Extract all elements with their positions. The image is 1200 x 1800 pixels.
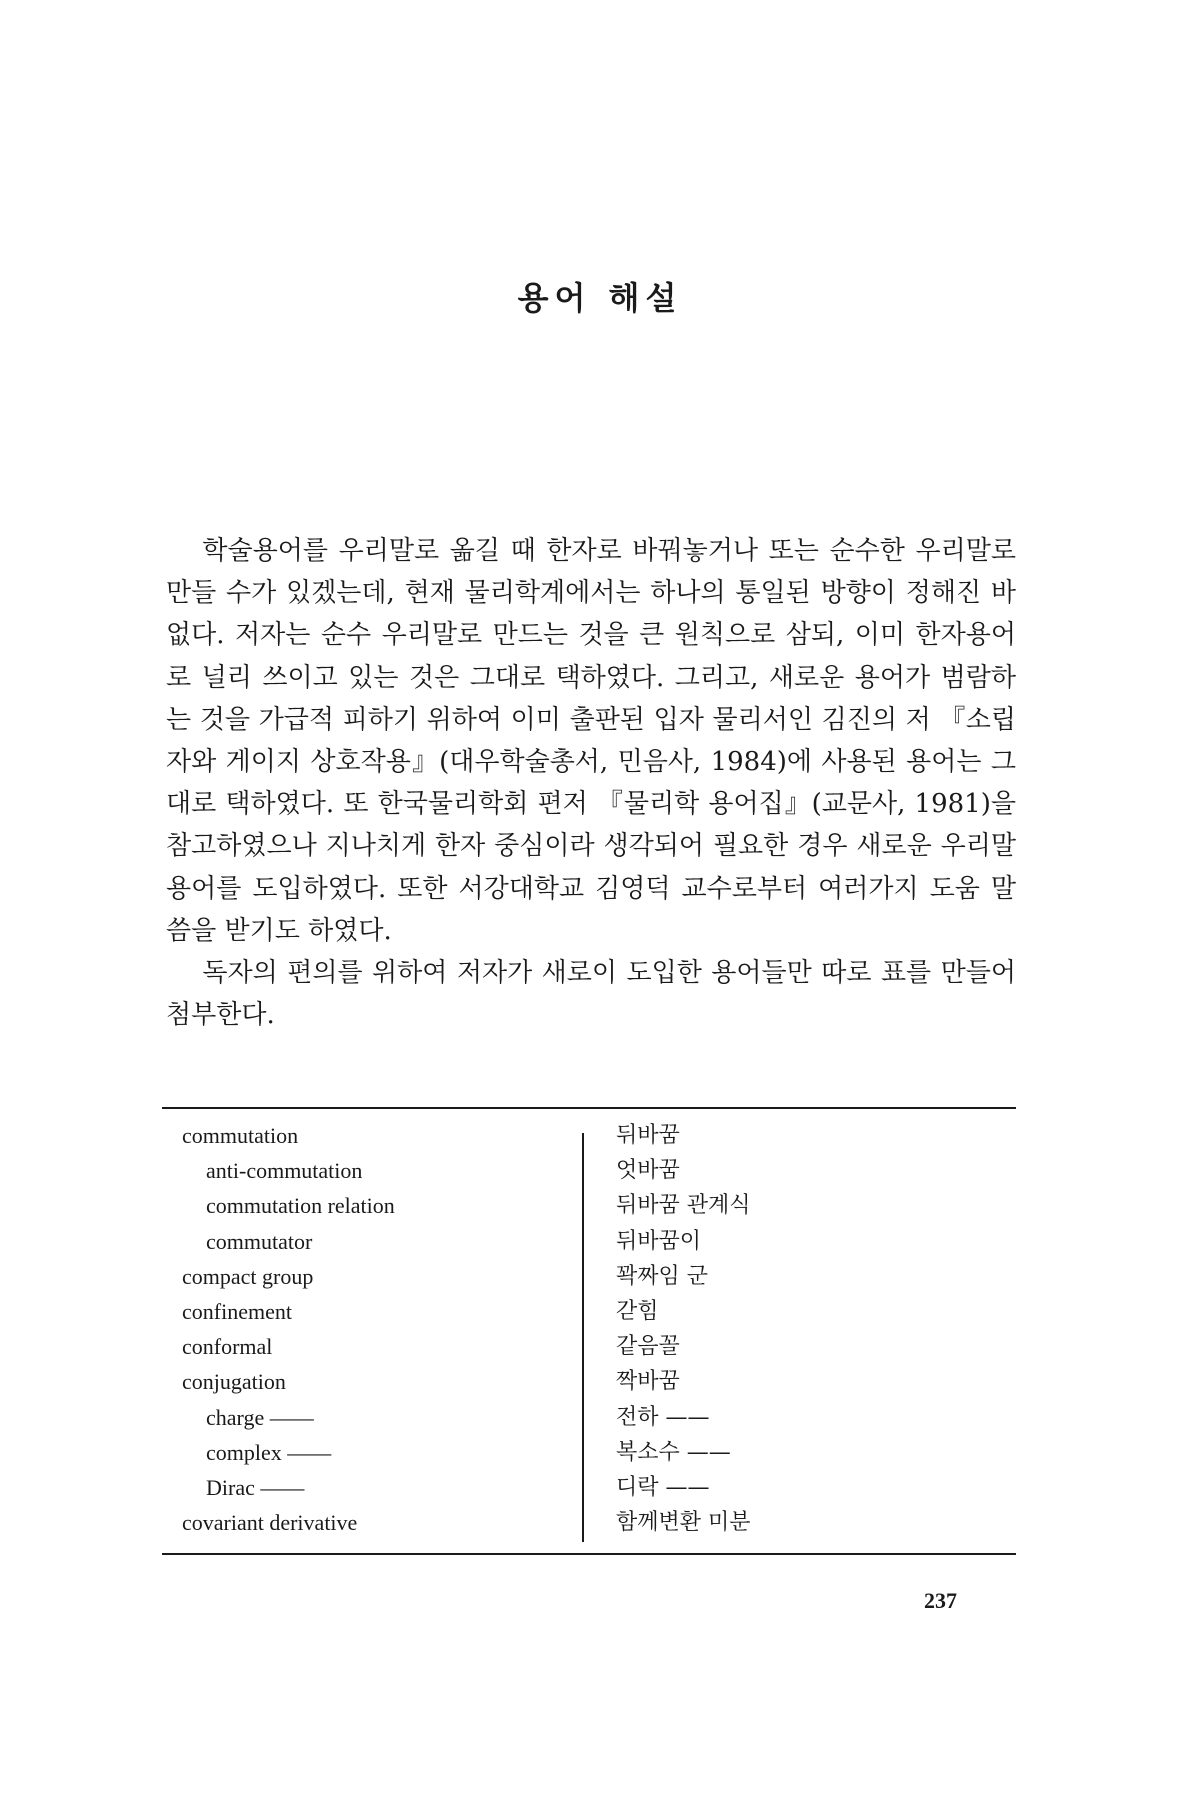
- glossary-term-en: conjugation: [182, 1369, 286, 1395]
- glossary-term-ko: 꽉짜임 군: [616, 1263, 709, 1289]
- glossary-term-ko: 짝바꿈: [616, 1369, 680, 1395]
- glossary-table: [162, 1118, 1016, 1540]
- glossary-term-ko: 함께변환 미분: [616, 1510, 751, 1536]
- table-bottom-rule: [162, 1553, 1016, 1555]
- glossary-term-ko: 갇힘: [616, 1298, 659, 1324]
- table-top-rule: [162, 1107, 1016, 1109]
- glossary-term-ko: 뒤바꿈 관계식: [616, 1193, 751, 1219]
- glossary-row: [162, 1470, 1016, 1505]
- glossary-row: [162, 1435, 1016, 1470]
- glossary-row: [162, 1188, 1016, 1223]
- glossary-row: [162, 1505, 1016, 1540]
- glossary-row: [162, 1400, 1016, 1435]
- glossary-term-en: commutation: [182, 1123, 299, 1148]
- glossary-term-en: conformal: [182, 1334, 273, 1360]
- glossary-term-ko: 뒤바꿈: [616, 1123, 680, 1148]
- glossary-term-en: compact group: [182, 1263, 314, 1289]
- glossary-row: [162, 1259, 1016, 1294]
- paragraph-2: 독자의 편의를 위하여 저자가 새로이 도입한 용어들만 따로 표를 만들어 첨부한다.: [166, 958, 1016, 1031]
- page-title: 용어 해설: [517, 279, 683, 317]
- glossary-term-en: commutation relation: [206, 1193, 395, 1219]
- glossary-term-ko: 엇바꿈: [616, 1158, 680, 1184]
- glossary-term-en: commutator: [206, 1228, 313, 1254]
- glossary-row: [162, 1294, 1016, 1329]
- glossary-term-en: confinement: [182, 1298, 292, 1324]
- glossary-term-en: covariant derivative: [182, 1510, 358, 1536]
- page-number: 237: [924, 1588, 957, 1613]
- paragraph-1: 학술용어를 우리말로 옮길 때 한자로 바꿔놓거나 또는 순수한 우리말로 만들 수가 있겠는데, 현재 물리학계에서는 하나의 통일된 방향이 정해진 바 없다. 저자는 순수 우리말로 만드는 것을 큰 원칙으로 삼되, 이미 한자용어로 널리 쓰이고 있는 것은 그대로 택하였다. 그리고, 새로운 용어가 범람하는 것을 가급적 피하기 위하여 이미 출판된 입자 물리서인 김진의 저 『소립자와 게이지 상호작용』(대우학술총서, 민음사, 1984)에 사용된 용어는 그대로 택하였다. 또 한국물리학회 편저 『물리학 용어집』(교문사, 1981)을 참고하였으나 지나치게 한자 중심이라 생각되어 필요한 경우 새로운 우리말 용어를 도입하였다. 또한 서강대학교 김영덕 교수로부터 여러가지 도움 말씀을 받기도 하였다.: [166, 536, 1016, 946]
- glossary-term-en: complex ——: [206, 1439, 332, 1465]
- glossary-term-ko: 복소수 ——: [616, 1439, 731, 1465]
- glossary-row: [162, 1153, 1016, 1188]
- glossary-term-ko: 같음꼴: [616, 1334, 680, 1360]
- glossary-term-ko: 뒤바꿈이: [616, 1228, 702, 1254]
- glossary-term-en: charge ——: [206, 1404, 314, 1430]
- glossary-term-ko: 디락 ——: [616, 1474, 710, 1500]
- glossary-term-en: Dirac ——: [206, 1474, 305, 1500]
- glossary-term-ko: 전하 ——: [616, 1404, 710, 1430]
- glossary-row: [162, 1329, 1016, 1364]
- intro-text: [166, 530, 1016, 1036]
- glossary-row: [162, 1118, 1016, 1153]
- glossary-row: [162, 1224, 1016, 1259]
- glossary-term-en: anti-commutation: [206, 1158, 363, 1184]
- glossary-row: [162, 1364, 1016, 1399]
